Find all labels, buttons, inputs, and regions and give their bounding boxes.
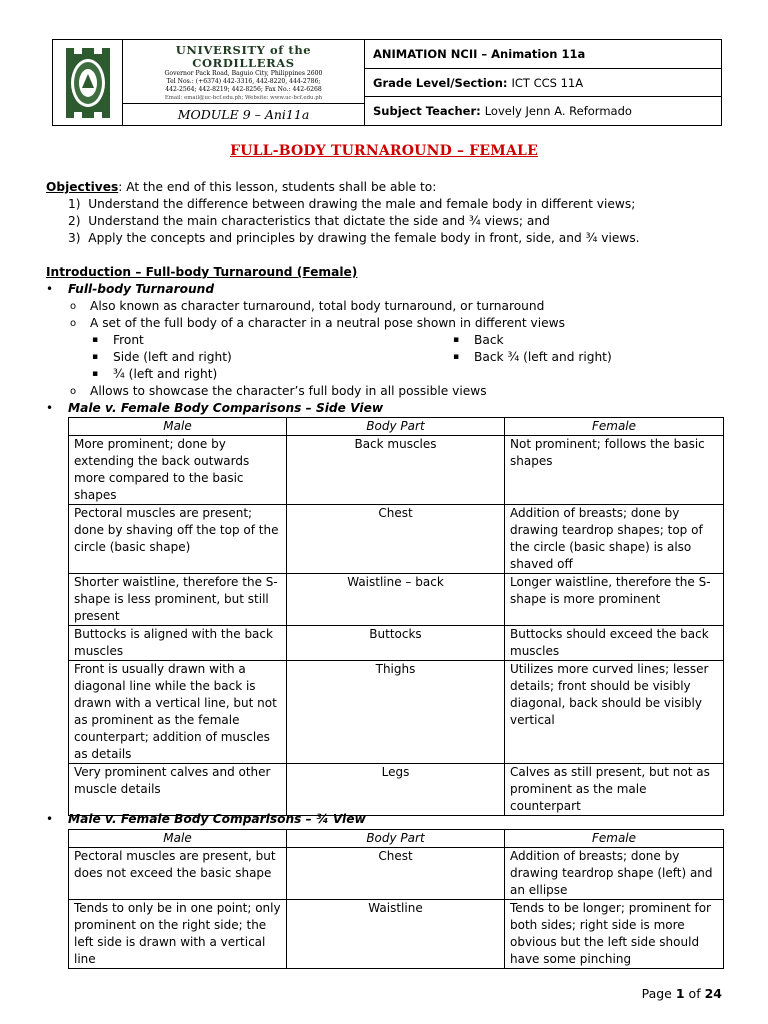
three-quarter-view-table <box>68 829 724 969</box>
bullet-dot-icon: • <box>46 282 54 296</box>
cell-female: Longer waistline, therefore the S-shape is more prominent <box>505 574 724 626</box>
objectives-label: Objectives <box>46 180 119 194</box>
objective-item-3: 3) Apply the concepts and principles by drawing the female body in front, side, and ¾ views. <box>68 231 640 245</box>
cell-body-part: Legs <box>287 764 505 816</box>
sub-bullet-o-icon: o <box>70 318 77 329</box>
view-three-quarter: ¾ (left and right) <box>113 367 218 381</box>
objectives-line <box>46 179 436 196</box>
col-header-female: Female <box>505 830 724 848</box>
cell-body-part: Thighs <box>287 661 505 764</box>
cell-female: Calves as still present, but not as prominent as the male counterpart <box>505 764 724 816</box>
bullet-three-quarter-view: Male v. Female Body Comparisons – ¾ View <box>68 812 366 826</box>
cell-body-part: Waistline <box>287 900 505 969</box>
teacher-row <box>365 97 721 125</box>
table-header-row <box>69 830 724 848</box>
table-row <box>69 764 724 816</box>
sub-bullet-o-icon: o <box>70 301 77 312</box>
phone-line-2: 442-2564; 442-8219; 442-8256; Fax No.: 442-6268 <box>165 86 322 93</box>
of-label: of <box>688 986 701 1001</box>
square-bullet-icon: ▪ <box>92 335 99 345</box>
objectives-intro: : At the end of this lesson, students shall be able to: <box>118 180 437 194</box>
module-label: MODULE 9 – Ani11a <box>177 107 310 122</box>
page-label: Page <box>641 986 672 1001</box>
seal-box <box>53 40 123 125</box>
cell-male: Front is usually drawn with a diagonal line while the back is drawn with a vertical line, but not as prominent as the female counterpart; addition of muscles as details <box>69 661 287 764</box>
view-side: Side (left and right) <box>113 350 232 364</box>
bullet-full-body: Full-body Turnaround <box>68 282 215 296</box>
cell-male: Very prominent calves and other muscle details <box>69 764 287 816</box>
page-footer <box>642 986 722 1001</box>
cell-female: Addition of breasts; done by drawing teardrop shapes; top of the circle (basic shape) is also shaved off <box>505 505 724 574</box>
table-row <box>69 900 724 969</box>
table-row <box>69 848 724 900</box>
teacher-label: Subject Teacher: <box>373 104 481 119</box>
cell-body-part: Chest <box>287 848 505 900</box>
address-line: Governor Pack Road, Baguio City, Philippines 2600 <box>164 70 323 77</box>
sub-item-aka: Also known as character turnaround, total body turnaround, or turnaround <box>90 299 545 313</box>
page-number: 1 <box>675 986 685 1001</box>
cell-female: Addition of breasts; done by drawing teardrop shape (left) and an ellipse <box>505 848 724 900</box>
square-bullet-icon: ▪ <box>92 369 99 379</box>
cell-male: Buttocks is aligned with the back muscles <box>69 626 287 661</box>
objective-item-2: 2) Understand the main characteristics that dictate the side and ¾ views; and <box>68 214 550 228</box>
grade-row <box>365 69 721 98</box>
col-header-male: Male <box>69 418 287 436</box>
cell-female: Tends to be longer; prominent for both sides; right side is more obvious but the left side should have some pinching <box>505 900 724 969</box>
page-total: 24 <box>704 986 722 1001</box>
bullet-dot-icon: • <box>46 812 54 826</box>
table-row <box>69 626 724 661</box>
cell-body-part: Back muscles <box>287 436 505 505</box>
grade-value: ICT CCS 11A <box>511 75 584 90</box>
square-bullet-icon: ▪ <box>92 352 99 362</box>
cell-male: Shorter waistline, therefore the S-shape is less prominent, but still present <box>69 574 287 626</box>
university-seal-icon <box>60 44 116 122</box>
table-row <box>69 661 724 764</box>
sub-item-showcase: Allows to showcase the character’s full body in all possible views <box>90 384 487 398</box>
sub-bullet-o-icon: o <box>70 386 77 397</box>
view-back: Back <box>474 333 504 347</box>
document-header <box>52 39 722 126</box>
university-info <box>123 40 364 104</box>
table-row <box>69 574 724 626</box>
grade-label: Grade Level/Section: <box>373 75 508 90</box>
side-view-table <box>68 417 724 816</box>
cell-female: Buttocks should exceed the back muscles <box>505 626 724 661</box>
cell-female: Utilizes more curved lines; lesser details; front should be visibly diagonal, back should be visibly vertical <box>505 661 724 764</box>
document-title: FULL-BODY TURNAROUND – FEMALE <box>230 143 538 159</box>
header-right <box>365 40 721 125</box>
cell-body-part: Waistline – back <box>287 574 505 626</box>
col-header-female: Female <box>505 418 724 436</box>
bullet-side-view: Male v. Female Body Comparisons – Side View <box>68 401 384 415</box>
course-row <box>365 40 721 69</box>
cell-male: More prominent; done by extending the back outwards more compared to the basic shapes <box>69 436 287 505</box>
table-row <box>69 436 724 505</box>
email-line: Email: email@uc-bcf.edu.ph; Website: www.uc-bcf.edu.ph <box>164 95 323 101</box>
square-bullet-icon: ▪ <box>453 352 460 362</box>
header-left <box>53 40 365 125</box>
square-bullet-icon: ▪ <box>453 335 460 345</box>
intro-heading: Introduction – Full-body Turnaround (Female) <box>46 265 358 279</box>
view-front: Front <box>113 333 144 347</box>
sub-item-set: A set of the full body of a character in a neutral pose shown in different views <box>90 316 565 330</box>
view-back-three-quarter: Back ¾ (left and right) <box>474 350 612 364</box>
col-header-male: Male <box>69 830 287 848</box>
cell-male: Pectoral muscles are present; done by shaving off the top of the circle (basic shape) <box>69 505 287 574</box>
table-row <box>69 505 724 574</box>
cell-male: Pectoral muscles are present, but does not exceed the basic shape <box>69 848 287 900</box>
university-name: UNIVERSITY of the CORDILLERAS <box>175 43 312 70</box>
teacher-value: Lovely Jenn A. Reformado <box>484 104 632 119</box>
col-header-body-part: Body Part <box>287 830 505 848</box>
objective-item-1: 1) Understand the difference between drawing the male and female body in different views; <box>68 197 636 211</box>
cell-body-part: Chest <box>287 505 505 574</box>
col-header-body-part: Body Part <box>287 418 505 436</box>
cell-male: Tends to only be in one point; only prominent on the right side; the left side is drawn with a vertical line <box>69 900 287 969</box>
phone-line: Tel Nos.: (+6374) 442-3316, 442-8220, 444-2786; <box>166 78 321 85</box>
bullet-dot-icon: • <box>46 401 54 415</box>
cell-body-part: Buttocks <box>287 626 505 661</box>
table-header-row <box>69 418 724 436</box>
course-name: ANIMATION NCII – Animation 11a <box>373 46 586 61</box>
cell-female: Not prominent; follows the basic shapes <box>505 436 724 505</box>
